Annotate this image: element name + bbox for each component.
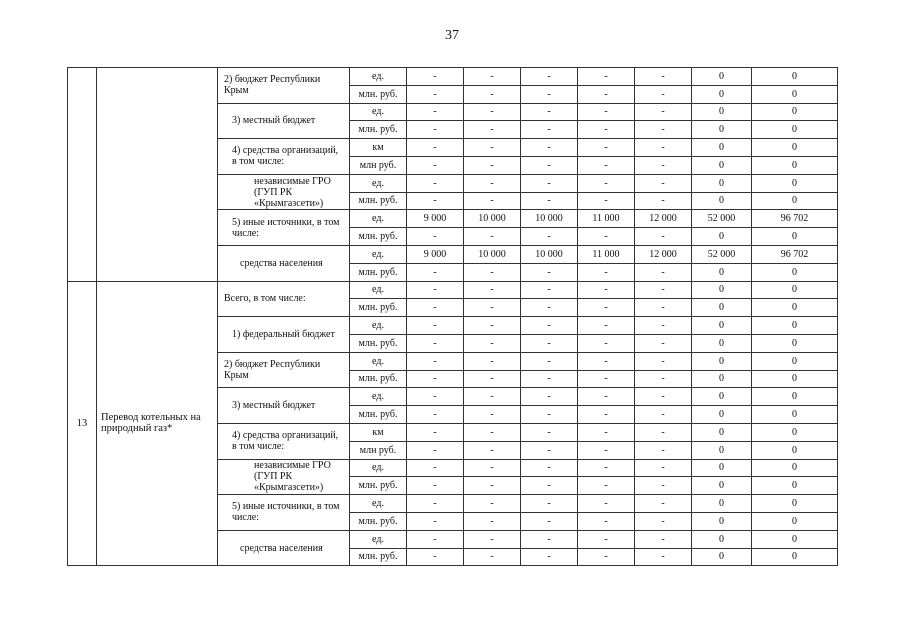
unit-cell: млн. руб. xyxy=(350,85,407,103)
unit-cell: млн. руб. xyxy=(350,121,407,139)
value-cell: - xyxy=(464,192,521,210)
value-cell: - xyxy=(407,406,464,424)
value-cell: - xyxy=(578,85,635,103)
value-cell: 0 xyxy=(692,477,752,495)
funding-source-cell: 5) иные источники, в том числе: xyxy=(218,495,350,531)
value-cell: 11 000 xyxy=(578,245,635,263)
value-cell: - xyxy=(635,370,692,388)
funding-source-cell: 2) бюджет Республики Крым xyxy=(218,68,350,104)
unit-cell: ед. xyxy=(350,210,407,228)
value-cell: - xyxy=(464,406,521,424)
value-cell: - xyxy=(521,281,578,299)
value-cell: - xyxy=(578,459,635,477)
value-cell: - xyxy=(464,388,521,406)
value-cell: 0 xyxy=(752,352,838,370)
value-cell: - xyxy=(578,228,635,246)
value-cell: - xyxy=(407,174,464,192)
value-cell: 0 xyxy=(692,370,752,388)
value-cell: - xyxy=(521,441,578,459)
value-cell: - xyxy=(578,103,635,121)
unit-cell: км xyxy=(350,139,407,157)
value-cell: 9 000 xyxy=(407,245,464,263)
value-cell: 10 000 xyxy=(464,245,521,263)
value-cell: 0 xyxy=(692,156,752,174)
value-cell: 0 xyxy=(752,477,838,495)
value-cell: - xyxy=(578,352,635,370)
value-cell: - xyxy=(464,299,521,317)
value-cell: 0 xyxy=(692,388,752,406)
value-cell: 0 xyxy=(692,281,752,299)
unit-cell: ед. xyxy=(350,68,407,86)
unit-cell: млн. руб. xyxy=(350,263,407,281)
value-cell: - xyxy=(578,139,635,157)
unit-cell: ед. xyxy=(350,245,407,263)
value-cell: 0 xyxy=(752,228,838,246)
value-cell: - xyxy=(521,121,578,139)
value-cell: - xyxy=(407,103,464,121)
value-cell: - xyxy=(407,370,464,388)
value-cell: 0 xyxy=(752,530,838,548)
unit-cell: ед. xyxy=(350,174,407,192)
value-cell: - xyxy=(464,121,521,139)
funding-source-cell: независимые ГРО (ГУП РК «Крымгазсети») xyxy=(218,174,350,210)
value-cell: - xyxy=(578,192,635,210)
value-cell: - xyxy=(464,156,521,174)
value-cell: - xyxy=(521,263,578,281)
value-cell: - xyxy=(635,459,692,477)
page-number: 37 xyxy=(445,28,459,43)
value-cell: - xyxy=(578,68,635,86)
value-cell: - xyxy=(521,388,578,406)
value-cell: - xyxy=(464,423,521,441)
value-cell: - xyxy=(407,121,464,139)
value-cell: 52 000 xyxy=(692,210,752,228)
value-cell: - xyxy=(521,156,578,174)
value-cell: - xyxy=(635,192,692,210)
value-cell: 0 xyxy=(752,512,838,530)
value-cell: - xyxy=(407,281,464,299)
value-cell: - xyxy=(521,352,578,370)
value-cell: - xyxy=(635,263,692,281)
value-cell: - xyxy=(464,477,521,495)
value-cell: - xyxy=(521,423,578,441)
value-cell: - xyxy=(578,388,635,406)
value-cell: - xyxy=(464,512,521,530)
value-cell: 0 xyxy=(692,441,752,459)
value-cell: - xyxy=(521,406,578,424)
value-cell: - xyxy=(464,495,521,513)
value-cell: 0 xyxy=(692,299,752,317)
value-cell: 0 xyxy=(752,103,838,121)
value-cell: - xyxy=(635,352,692,370)
table-row xyxy=(68,281,838,299)
value-cell: 0 xyxy=(752,174,838,192)
value-cell: - xyxy=(407,548,464,566)
value-cell: - xyxy=(635,317,692,335)
value-cell: 0 xyxy=(752,139,838,157)
value-cell: 0 xyxy=(752,406,838,424)
value-cell: - xyxy=(407,263,464,281)
value-cell: - xyxy=(464,530,521,548)
value-cell: - xyxy=(521,85,578,103)
value-cell: 0 xyxy=(692,139,752,157)
value-cell: - xyxy=(635,121,692,139)
unit-cell: млн. руб. xyxy=(350,370,407,388)
value-cell: - xyxy=(407,317,464,335)
value-cell: - xyxy=(635,495,692,513)
value-cell: - xyxy=(578,406,635,424)
value-cell: - xyxy=(635,85,692,103)
value-cell: - xyxy=(578,370,635,388)
value-cell: - xyxy=(635,68,692,86)
funding-source-cell: 4) средства организаций, в том числе: xyxy=(218,423,350,459)
value-cell: - xyxy=(635,334,692,352)
value-cell: 0 xyxy=(752,334,838,352)
unit-cell: ед. xyxy=(350,352,407,370)
value-cell: 0 xyxy=(752,121,838,139)
value-cell: - xyxy=(407,192,464,210)
value-cell: - xyxy=(578,423,635,441)
value-cell: - xyxy=(578,477,635,495)
value-cell: 10 000 xyxy=(464,210,521,228)
value-cell: - xyxy=(578,263,635,281)
value-cell: - xyxy=(635,477,692,495)
value-cell: 10 000 xyxy=(521,210,578,228)
row-number-cell xyxy=(68,68,97,282)
value-cell: - xyxy=(407,530,464,548)
value-cell: - xyxy=(635,156,692,174)
value-cell: 11 000 xyxy=(578,210,635,228)
value-cell: 0 xyxy=(752,423,838,441)
value-cell: - xyxy=(407,423,464,441)
value-cell: - xyxy=(521,299,578,317)
value-cell: 0 xyxy=(692,459,752,477)
unit-cell: ед. xyxy=(350,103,407,121)
value-cell: - xyxy=(521,317,578,335)
value-cell: - xyxy=(521,495,578,513)
unit-cell: млн. руб. xyxy=(350,548,407,566)
value-cell: - xyxy=(464,228,521,246)
value-cell: 0 xyxy=(692,352,752,370)
value-cell: 0 xyxy=(692,174,752,192)
value-cell: 0 xyxy=(692,192,752,210)
value-cell: 0 xyxy=(752,68,838,86)
value-cell: - xyxy=(578,548,635,566)
value-cell: - xyxy=(578,441,635,459)
value-cell: 0 xyxy=(692,334,752,352)
value-cell: - xyxy=(635,512,692,530)
table-row xyxy=(68,68,838,86)
value-cell: 0 xyxy=(752,192,838,210)
value-cell: - xyxy=(464,441,521,459)
value-cell: - xyxy=(407,68,464,86)
value-cell: - xyxy=(578,512,635,530)
value-cell: - xyxy=(407,85,464,103)
value-cell: 0 xyxy=(752,459,838,477)
value-cell: - xyxy=(521,548,578,566)
value-cell: 0 xyxy=(692,530,752,548)
value-cell: - xyxy=(464,85,521,103)
value-cell: - xyxy=(521,192,578,210)
value-cell: - xyxy=(578,530,635,548)
value-cell: 0 xyxy=(752,388,838,406)
value-cell: - xyxy=(407,334,464,352)
funding-source-cell: средства населения xyxy=(218,530,350,566)
unit-cell: км xyxy=(350,423,407,441)
unit-cell: ед. xyxy=(350,459,407,477)
program-table xyxy=(67,67,838,566)
funding-source-cell: средства населения xyxy=(218,245,350,281)
unit-cell: ед. xyxy=(350,281,407,299)
value-cell: - xyxy=(578,334,635,352)
unit-cell: ед. xyxy=(350,495,407,513)
value-cell: - xyxy=(578,299,635,317)
table-body xyxy=(68,68,838,566)
value-cell: - xyxy=(407,477,464,495)
value-cell: - xyxy=(635,174,692,192)
value-cell: - xyxy=(578,281,635,299)
value-cell: - xyxy=(521,139,578,157)
value-cell: 0 xyxy=(752,317,838,335)
value-cell: - xyxy=(521,68,578,86)
value-cell: 0 xyxy=(752,156,838,174)
value-cell: 0 xyxy=(752,548,838,566)
value-cell: - xyxy=(635,299,692,317)
value-cell: 0 xyxy=(692,85,752,103)
value-cell: 0 xyxy=(752,495,838,513)
value-cell: - xyxy=(635,441,692,459)
value-cell: - xyxy=(407,388,464,406)
value-cell: - xyxy=(464,103,521,121)
funding-source-cell: 2) бюджет Республики Крым xyxy=(218,352,350,388)
value-cell: - xyxy=(407,459,464,477)
value-cell: - xyxy=(464,281,521,299)
value-cell: 0 xyxy=(692,121,752,139)
value-cell: - xyxy=(578,121,635,139)
row-number-cell: 13 xyxy=(68,281,97,566)
value-cell: - xyxy=(578,495,635,513)
value-cell: - xyxy=(635,530,692,548)
value-cell: - xyxy=(635,548,692,566)
value-cell: - xyxy=(407,228,464,246)
value-cell: 0 xyxy=(692,406,752,424)
value-cell: 0 xyxy=(752,281,838,299)
value-cell: 0 xyxy=(692,68,752,86)
value-cell: - xyxy=(521,370,578,388)
value-cell: 0 xyxy=(752,370,838,388)
value-cell: 9 000 xyxy=(407,210,464,228)
value-cell: - xyxy=(635,103,692,121)
value-cell: - xyxy=(464,174,521,192)
unit-cell: млн. руб. xyxy=(350,192,407,210)
funding-source-cell: независимые ГРО (ГУП РК «Крымгазсети») xyxy=(218,459,350,495)
value-cell: - xyxy=(407,441,464,459)
value-cell: 10 000 xyxy=(521,245,578,263)
value-cell: - xyxy=(521,334,578,352)
value-cell: 0 xyxy=(752,263,838,281)
value-cell: 0 xyxy=(692,263,752,281)
value-cell: - xyxy=(407,139,464,157)
value-cell: - xyxy=(407,352,464,370)
unit-cell: млн. руб. xyxy=(350,228,407,246)
value-cell: - xyxy=(407,299,464,317)
value-cell: 0 xyxy=(752,441,838,459)
value-cell: - xyxy=(635,281,692,299)
value-cell: - xyxy=(464,370,521,388)
value-cell: - xyxy=(578,174,635,192)
unit-cell: млн. руб. xyxy=(350,334,407,352)
value-cell: 96 702 xyxy=(752,210,838,228)
funding-source-cell: 3) местный бюджет xyxy=(218,103,350,139)
value-cell: - xyxy=(521,530,578,548)
value-cell: 96 702 xyxy=(752,245,838,263)
unit-cell: ед. xyxy=(350,530,407,548)
funding-source-cell: 4) средства организаций, в том числе: xyxy=(218,139,350,175)
unit-cell: ед. xyxy=(350,388,407,406)
value-cell: - xyxy=(407,495,464,513)
value-cell: 0 xyxy=(692,103,752,121)
value-cell: - xyxy=(635,139,692,157)
funding-source-cell: 5) иные источники, в том числе: xyxy=(218,210,350,246)
value-cell: 0 xyxy=(692,317,752,335)
value-cell: 0 xyxy=(752,85,838,103)
value-cell: 0 xyxy=(692,495,752,513)
value-cell: - xyxy=(635,388,692,406)
value-cell: - xyxy=(521,512,578,530)
value-cell: - xyxy=(521,103,578,121)
value-cell: - xyxy=(464,459,521,477)
value-cell: - xyxy=(521,477,578,495)
unit-cell: млн руб. xyxy=(350,441,407,459)
value-cell: 12 000 xyxy=(635,245,692,263)
value-cell: - xyxy=(407,512,464,530)
value-cell: - xyxy=(407,156,464,174)
value-cell: - xyxy=(521,228,578,246)
value-cell: - xyxy=(635,228,692,246)
value-cell: - xyxy=(464,139,521,157)
value-cell: 0 xyxy=(692,228,752,246)
value-cell: - xyxy=(464,317,521,335)
value-cell: 0 xyxy=(692,512,752,530)
unit-cell: ед. xyxy=(350,317,407,335)
value-cell: - xyxy=(464,548,521,566)
value-cell: - xyxy=(635,406,692,424)
value-cell: - xyxy=(464,334,521,352)
value-cell: 0 xyxy=(752,299,838,317)
funding-source-cell: Всего, в том числе: xyxy=(218,281,350,317)
value-cell: 52 000 xyxy=(692,245,752,263)
unit-cell: млн. руб. xyxy=(350,406,407,424)
value-cell: 12 000 xyxy=(635,210,692,228)
funding-source-cell: 3) местный бюджет xyxy=(218,388,350,424)
value-cell: 0 xyxy=(692,548,752,566)
funding-source-cell: 1) федеральный бюджет xyxy=(218,317,350,353)
value-cell: - xyxy=(578,317,635,335)
measure-name-cell xyxy=(97,68,218,282)
value-cell: - xyxy=(521,174,578,192)
value-cell: - xyxy=(464,68,521,86)
value-cell: - xyxy=(521,459,578,477)
unit-cell: млн. руб. xyxy=(350,512,407,530)
measure-name-cell: Перевод котельных на природный газ* xyxy=(97,281,218,566)
unit-cell: млн руб. xyxy=(350,156,407,174)
unit-cell: млн. руб. xyxy=(350,477,407,495)
value-cell: - xyxy=(464,263,521,281)
value-cell: - xyxy=(578,156,635,174)
unit-cell: млн. руб. xyxy=(350,299,407,317)
value-cell: - xyxy=(464,352,521,370)
value-cell: 0 xyxy=(692,423,752,441)
value-cell: - xyxy=(635,423,692,441)
